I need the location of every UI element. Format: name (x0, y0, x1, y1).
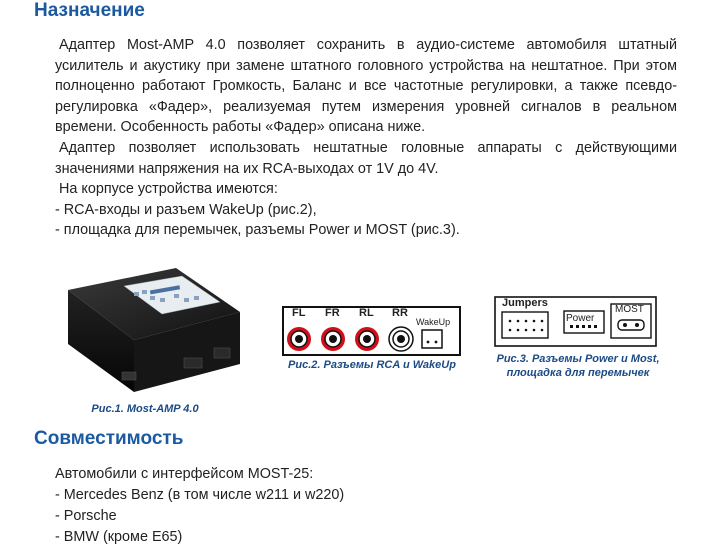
compat-item-1: - Mercedes Benz (в том числе w211 и w220) (55, 487, 345, 503)
body-intro: На корпусе устройства имеются: (59, 181, 278, 198)
fig3-caption (486, 352, 670, 380)
body-item-1: - RCA-входы и разъем WakeUp (рис.2), (55, 201, 317, 218)
jumpers-label: Jumpers (502, 297, 548, 309)
power-label: Power (566, 313, 595, 324)
compat-list (55, 464, 344, 548)
p2-line-2: значениями напряжения на их RCA-выходах от 1V до 4V. (55, 160, 439, 177)
section-title-compat: Совместимость (34, 428, 184, 449)
purpose-paragraph-1 (55, 35, 677, 241)
p2-line-1: Адаптер позволяет использовать нештатные головные аппараты с действующими (59, 139, 677, 156)
fig3-caption-line-1: Рис.3. Разъемы Power и Most, (496, 353, 660, 365)
rca-label-rr: RR (392, 307, 408, 319)
p1-line-3: полноценно работают Громкость, Баланс и все частотные регулировки, а также псевдо- (55, 78, 677, 95)
body-item-2: - площадка для перемычек, разъемы Power и MOST (рис.3). (55, 222, 460, 239)
compat-item-2: - Porsche (55, 508, 117, 524)
rca-label-fl: FL (292, 307, 306, 319)
p1-line-2: усилитель и акустику при замене штатного головного устройства на нештатное. При этом (55, 57, 677, 74)
p1-line-4: регулировка «Фадер», реализуемая путем измерения уровней сигналов в реальном (55, 98, 677, 115)
device-image (64, 268, 244, 398)
most-label: MOST (615, 304, 644, 315)
fig2-caption: Рис.2. Разъемы RCA и WakeUp (288, 359, 456, 371)
connector-panel (494, 296, 658, 348)
fig1-caption: Рис.1. Most-AMP 4.0 (91, 403, 199, 415)
wakeup-label: WakeUp (416, 317, 451, 327)
rca-label-fr: FR (325, 307, 340, 319)
rca-label-rl: RL (359, 307, 374, 319)
fig3-caption-line-2: площадка для перемычек (506, 367, 650, 379)
compat-item-3: - BMW (кроме E65) (55, 529, 183, 545)
rca-panel (282, 306, 462, 356)
device-illustration (64, 268, 244, 398)
p1-line-1: Адаптер Most-AMP 4.0 позволяет сохранить в аудио-системе автомобиля штатный (59, 37, 677, 53)
compat-intro: Автомобили с интерфейсом MOST-25: (55, 466, 314, 482)
p1-line-5: времени. Особенность работы «Фадер» описана ниже. (55, 119, 426, 136)
section-title-purpose: Назначение (34, 0, 145, 21)
